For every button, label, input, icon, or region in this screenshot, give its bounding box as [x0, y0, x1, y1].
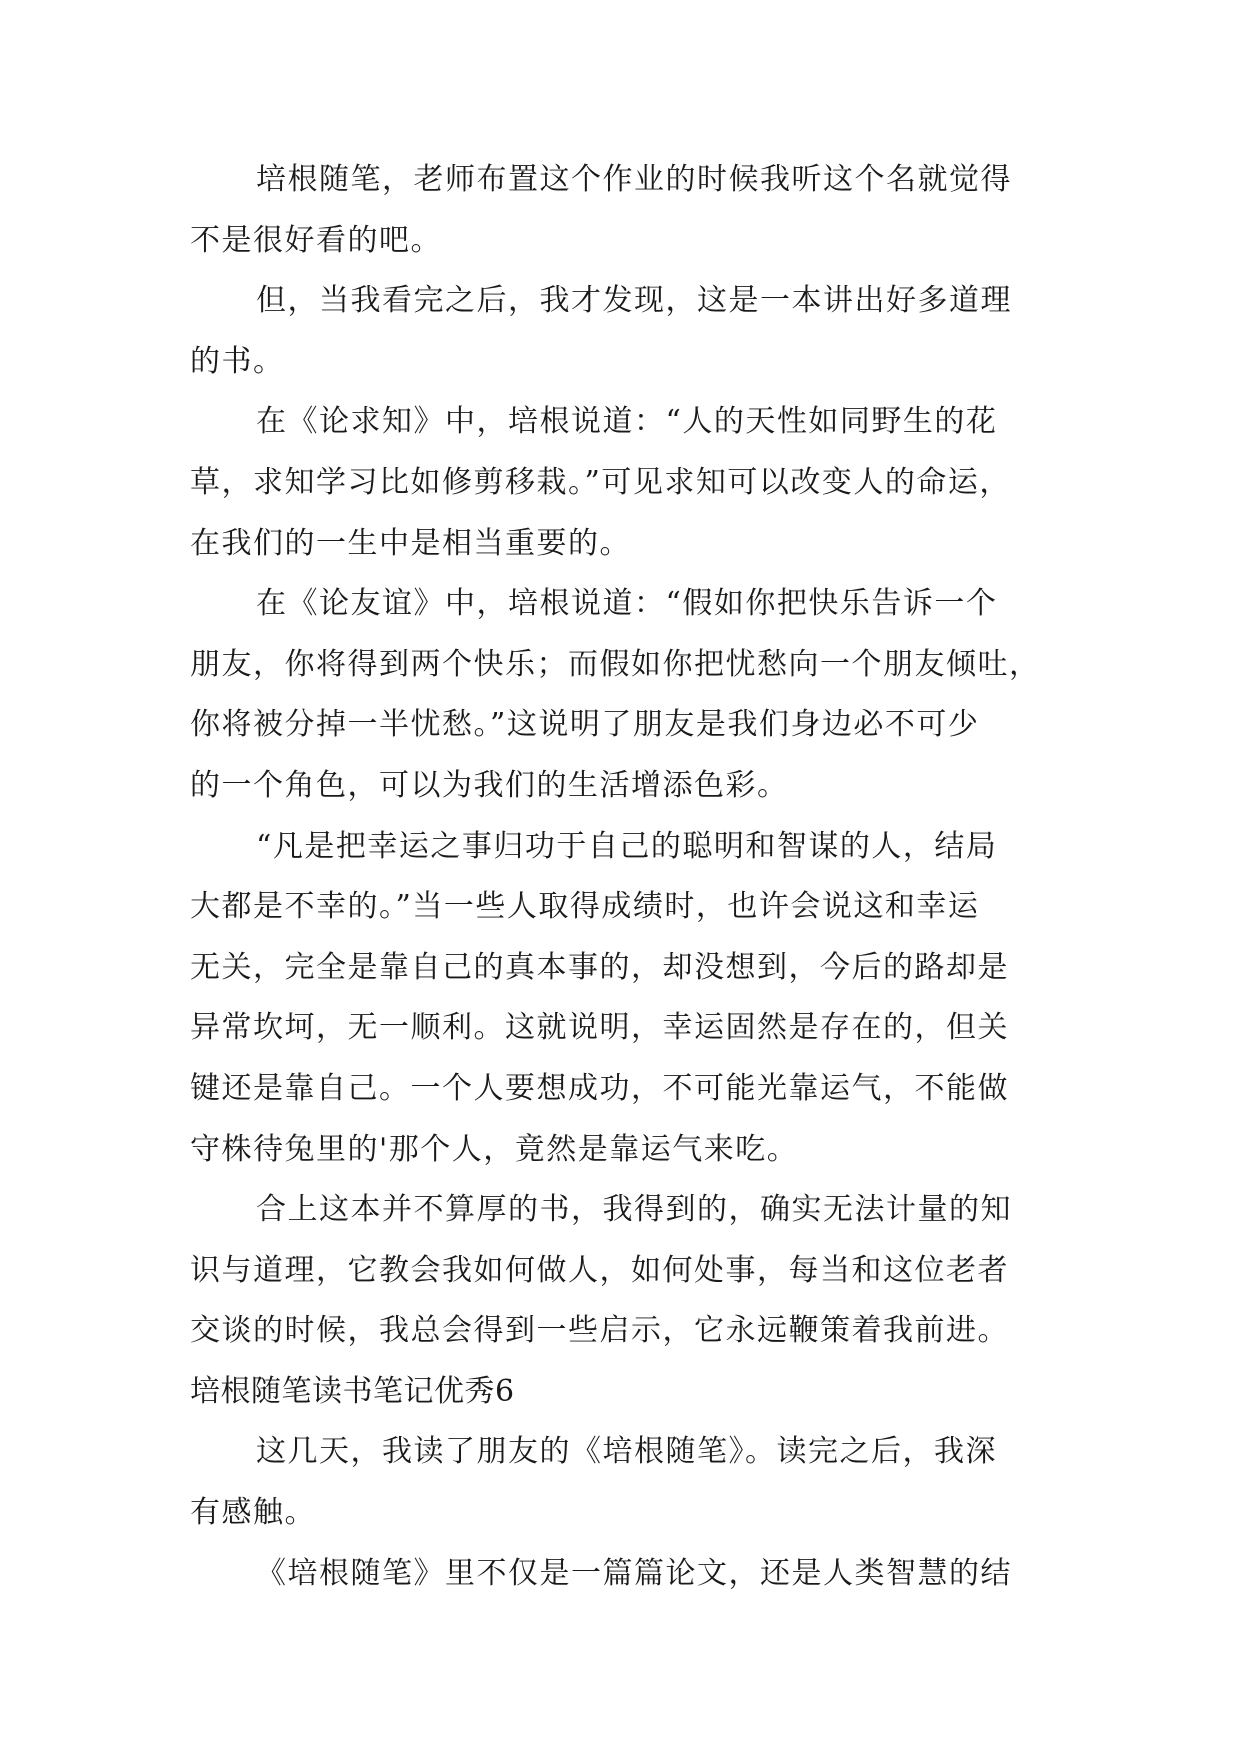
paragraph-line: 在《论求知》中，培根说道：“人的天性如同野生的花 — [256, 404, 998, 440]
paragraph-line: “凡是把幸运之事归功于自己的聪明和智谋的人，结局 — [256, 828, 998, 864]
paragraph-line: 大都是不幸的。”当一些人取得成绩时，也许会说这和幸运 — [190, 889, 980, 925]
paragraph-line: 培根随笔，老师布置这个作业的时候我听这个名就觉得 — [256, 162, 1012, 197]
paragraph-line: 在《论友谊》中，培根说道：“假如你把快乐告诉一个 — [256, 586, 998, 622]
paragraph-line: 键还是靠自己。一个人要想成功，不可能光靠运气，不能做 — [190, 1070, 1009, 1106]
paragraph-line: 的一个角色，可以为我们的生活增添色彩。 — [190, 767, 789, 803]
paragraph-line: 守株待兔里的'那个人，竟然是靠运气来吃。 — [190, 1131, 799, 1167]
paragraph-line: 有感触。 — [190, 1495, 316, 1531]
paragraph-line: 交谈的时候，我总会得到一些启示，它永远鞭策着我前进。 — [190, 1313, 1009, 1349]
paragraph-line: 《培根随笔》里不仅是一篇篇论文，还是人类智慧的结 — [256, 1555, 1012, 1591]
paragraph-line: 识与道理，它教会我如何做人，如何处事，每当和这位老者 — [190, 1252, 1009, 1288]
paragraph-line: 无关，完全是靠自己的真本事的，却没想到，今后的路却是 — [190, 949, 1009, 985]
section-heading: 培根随笔读书笔记优秀6 — [190, 1373, 515, 1409]
paragraph-line: 朋友，你将得到两个快乐；而假如你把忧愁向一个朋友倾吐， — [190, 646, 1041, 682]
paragraph-line: 草，求知学习比如修剪移栽。”可见求知可以改变人的命运， — [190, 464, 1011, 500]
paragraph-line: 在我们的一生中是相当重要的。 — [190, 525, 631, 561]
paragraph-line: 你将被分掉一半忧愁。”这说明了朋友是我们身边必不可少 — [190, 707, 980, 743]
paragraph-line: 的书。 — [190, 343, 285, 379]
paragraph-line: 异常坎坷，无一顺利。这就说明，幸运固然是存在的，但关 — [190, 1010, 1009, 1046]
paragraph-line: 合上这本并不算厚的书，我得到的，确实无法计量的知 — [256, 1192, 1012, 1228]
document-body — [190, 150, 1050, 1604]
paragraph-line: 不是很好看的吧。 — [190, 222, 442, 258]
paragraph-line: 这几天，我读了朋友的《培根随笔》。读完之后，我深 — [256, 1434, 997, 1470]
paragraph-line: 但，当我看完之后，我才发现，这是一本讲出好多道理 — [256, 283, 1012, 319]
